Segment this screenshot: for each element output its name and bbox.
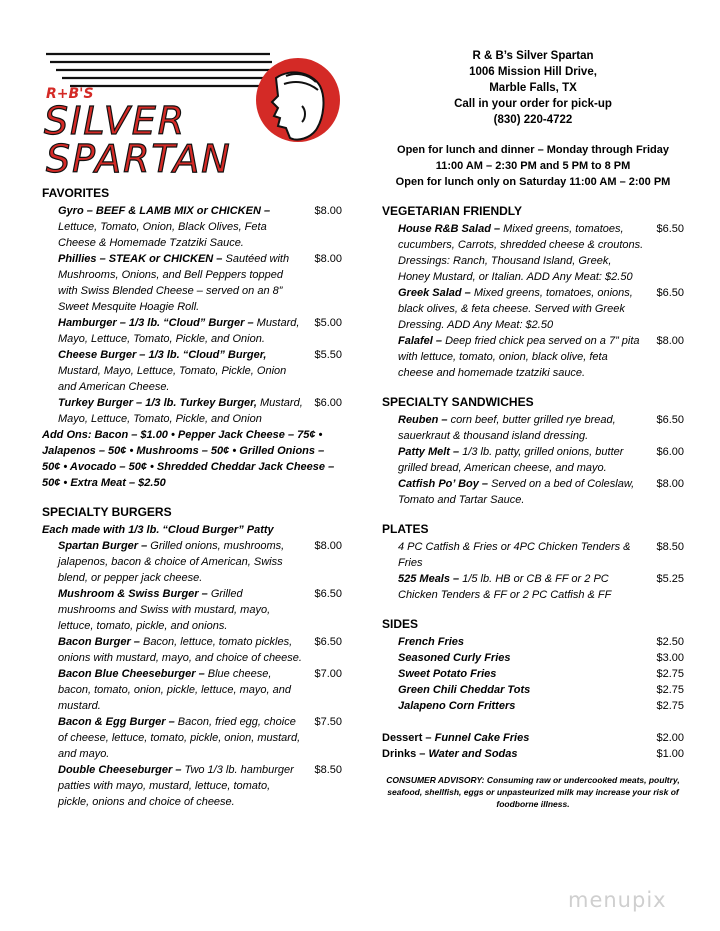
menu-item-description: 1/5 lb. HB or CB & FF or 2 PC Chicken Tenders & FF or 2 PC Catfish & FF bbox=[398, 573, 612, 601]
menu-item-desc bbox=[42, 395, 303, 427]
menu-item-description: Mixed greens, tomatoes, cucumbers, Carrots, shredded cheese & croutons. Dressings: Ranch, Thousand Island, Greek, Honey Mustard, or Italian. ADD Any Meat: $2.50 bbox=[398, 223, 644, 283]
menu-item-desc bbox=[382, 444, 644, 476]
menu-item-price: $8.00 bbox=[314, 253, 342, 265]
dessert-label: Dessert – bbox=[382, 732, 435, 744]
menu-item-desc bbox=[382, 333, 644, 381]
logo-line2: SPARTAN bbox=[46, 137, 232, 181]
favorites-list bbox=[42, 203, 342, 427]
menu-item-price: $8.00 bbox=[314, 205, 342, 217]
header-line: Marble Falls, TX bbox=[489, 82, 577, 94]
section-title-sides: SIDES bbox=[382, 617, 419, 631]
menu-item-name: Mushroom & Swiss Burger – bbox=[58, 588, 208, 600]
sides-list bbox=[382, 634, 684, 714]
burgers-list bbox=[42, 538, 342, 810]
menu-item-description: Deep fried chick pea served on a 7” pita with lettuce, tomato, onion, black olive, feta cheese and homemade tzatziki sauce. bbox=[398, 335, 640, 379]
menu-item-name: Double Cheeseburger – bbox=[58, 764, 182, 776]
header-line: (830) 220-4722 bbox=[493, 114, 573, 126]
menu-item-desc bbox=[382, 571, 644, 603]
menu-item-description: Mustard, Mayo, Lettuce, Tomato, Pickle, Onion and American Cheese. bbox=[58, 365, 287, 393]
menu-item bbox=[42, 634, 342, 666]
menu-item-desc bbox=[42, 666, 303, 714]
menu-item bbox=[42, 315, 342, 347]
menu-item-name: 525 Meals – bbox=[398, 573, 460, 585]
header-line: R & B’s Silver Spartan bbox=[472, 50, 594, 62]
menu-item bbox=[42, 347, 342, 395]
dessert-price: $2.00 bbox=[656, 732, 684, 744]
menu-item-description: 1/3 lb. patty, grilled onions, butter grilled bread, American cheese, and mayo. bbox=[398, 446, 624, 474]
restaurant-logo bbox=[40, 38, 345, 188]
side-item-price: $3.00 bbox=[656, 652, 684, 664]
menu-item-name: Bacon & Egg Burger – bbox=[58, 716, 175, 728]
menu-item-price: $6.50 bbox=[656, 414, 684, 426]
menu-item-desc bbox=[42, 714, 303, 762]
menu-item-description: 4 PC Catfish & Fries or 4PC Chicken Tenders & Fries bbox=[398, 541, 631, 569]
side-item bbox=[398, 698, 684, 714]
menu-item-price: $7.50 bbox=[314, 716, 342, 728]
menu-item-price: $7.00 bbox=[314, 668, 342, 680]
section-title-burgers: SPECIALTY BURGERS bbox=[42, 505, 172, 519]
menu-item bbox=[42, 762, 342, 810]
menu-item bbox=[382, 571, 684, 603]
menu-item bbox=[42, 251, 342, 315]
hours-block bbox=[382, 142, 684, 190]
add-ons-text: Add Ons: Bacon – $1.00 • Pepper Jack Cheese – 75¢ • Jalapenos – 50¢ • Mushrooms – 50¢ • Grilled Onions – 50¢ • Avocado – 50¢ • Shredded Cheddar Jack Cheese – 50¢ • Extra Meat – $2.50 bbox=[42, 429, 335, 489]
menu-item-name: Bacon Blue Cheeseburger – bbox=[58, 668, 205, 680]
side-item bbox=[398, 634, 684, 650]
section-title-vegetarian: VEGETARIAN FRIENDLY bbox=[382, 204, 523, 218]
consumer-advisory: CONSUMER ADVISORY: Consuming raw or undercooked meats, poultry, seafood, shellfish, eggs or unpasteurized milk may increase your risk of foodborne illness. bbox=[386, 775, 680, 809]
side-item-name: Sweet Potato Fries bbox=[398, 668, 497, 680]
menu-item-price: $5.50 bbox=[314, 349, 342, 361]
menu-item-description: Grilled onions, mushrooms, jalapenos, bacon & choice of American, Swiss blend, or pepper jack cheese. bbox=[58, 540, 285, 584]
side-item-name: Green Chili Cheddar Tots bbox=[398, 684, 531, 696]
menu-item-desc bbox=[42, 538, 303, 586]
side-item-name: French Fries bbox=[398, 636, 465, 648]
drinks-name: Water and Sodas bbox=[428, 748, 518, 760]
sandwiches-list bbox=[382, 412, 684, 508]
left-column bbox=[42, 186, 342, 810]
menu-item-name: Greek Salad – bbox=[398, 287, 471, 299]
menu-item-description: Bacon, fried egg, choice of cheese, lettuce, tomato, pickle, onion, mustard, and mayo. bbox=[58, 716, 301, 760]
menu-item-name: Phillies – STEAK or CHICKEN – bbox=[58, 253, 223, 265]
side-item-name: Seasoned Curly Fries bbox=[398, 652, 511, 664]
side-item-price: $2.75 bbox=[656, 684, 684, 696]
burgers-subtitle: Each made with 1/3 lb. “Cloud Burger” Patty bbox=[42, 524, 274, 536]
hours-line: 11:00 AM – 2:30 PM and 5 PM to 8 PM bbox=[435, 160, 631, 172]
menu-item-name: Patty Melt – bbox=[398, 446, 460, 458]
right-column bbox=[382, 48, 684, 810]
menu-item-price: $5.25 bbox=[656, 573, 684, 585]
menu-item-name: Spartan Burger – bbox=[58, 540, 148, 552]
drinks-row bbox=[382, 746, 684, 762]
menu-item bbox=[382, 444, 684, 476]
menu-item-desc bbox=[42, 762, 303, 810]
menu-item bbox=[382, 333, 684, 381]
menu-item-name: Falafel – bbox=[398, 335, 443, 347]
section-title-favorites: FAVORITES bbox=[42, 186, 110, 200]
drinks-price: $1.00 bbox=[656, 748, 684, 760]
dessert-name: Funnel Cake Fries bbox=[434, 732, 530, 744]
hours-line: Open for lunch and dinner – Monday through Friday bbox=[397, 144, 669, 156]
side-item-price: $2.75 bbox=[656, 700, 684, 712]
menu-item-price: $8.50 bbox=[656, 541, 684, 553]
menu-item bbox=[42, 538, 342, 586]
menu-item-description: Grilled mushrooms and Swiss with mustard, mayo, lettuce, tomato, pickle, and onions. bbox=[58, 588, 271, 632]
menu-item-price: $6.50 bbox=[314, 588, 342, 600]
menu-item-price: $6.00 bbox=[656, 446, 684, 458]
menu-item-desc bbox=[42, 586, 303, 634]
menu-item bbox=[382, 476, 684, 508]
menu-item bbox=[42, 666, 342, 714]
menu-item-description: Sautéed with Mushrooms, Onions, and Bell Peppers topped with Swiss Blended Cheese – served on an 8” Sweet Mesquite Hoagie Roll. bbox=[58, 253, 290, 313]
menu-item-description: Served on a bed of Coleslaw, Tomato and Tartar Sauce. bbox=[398, 478, 635, 506]
menu-item-price: $8.50 bbox=[314, 764, 342, 776]
menu-item-desc bbox=[42, 251, 303, 315]
menu-item-description: Mustard, Mayo, Lettuce, Tomato, Pickle, and Onion bbox=[58, 397, 303, 425]
menu-item-desc bbox=[42, 347, 303, 395]
menu-item-description: corn beef, butter grilled rye bread, sauerkraut & thousand island dressing. bbox=[398, 414, 616, 442]
header-line: 1006 Mission Hill Drive, bbox=[469, 66, 597, 78]
wing-stripes bbox=[46, 54, 278, 86]
side-item-name: Jalapeno Corn Fritters bbox=[398, 700, 516, 712]
menu-item-desc bbox=[382, 412, 644, 444]
menu-item-name: Catfish Po’ Boy – bbox=[398, 478, 489, 490]
menu-item-description: Two 1/3 lb. hamburger patties with mayo, mustard, lettuce, tomato, pickle, onions and choice of cheese. bbox=[58, 764, 294, 808]
menu-item-name: Gyro – BEEF & LAMB MIX or CHICKEN – bbox=[58, 205, 271, 217]
menu-item-price: $8.00 bbox=[656, 335, 684, 347]
menu-item-desc bbox=[382, 285, 644, 333]
side-item bbox=[398, 682, 684, 698]
menu-item-description: Mixed greens, tomatoes, onions, black olives, & feta cheese. Served with Greek Dressing. ADD Any Meat: $2.50 bbox=[398, 287, 633, 331]
menu-item-name: Reuben – bbox=[398, 414, 448, 426]
menu-item bbox=[382, 412, 684, 444]
restaurant-header bbox=[382, 48, 684, 128]
menu-item bbox=[382, 221, 684, 285]
logo-small-text: R+B'S bbox=[46, 86, 94, 102]
menu-item-name: Hamburger – 1/3 lb. “Cloud” Burger – bbox=[58, 317, 254, 329]
menu-item-price: $8.00 bbox=[656, 478, 684, 490]
menu-item-price: $6.50 bbox=[314, 636, 342, 648]
side-item-price: $2.75 bbox=[656, 668, 684, 680]
menu-item-desc bbox=[42, 315, 303, 347]
plates-list bbox=[382, 539, 684, 603]
menu-item-price: $8.00 bbox=[314, 540, 342, 552]
section-title-plates: PLATES bbox=[382, 522, 429, 536]
logo-line1: SILVER bbox=[44, 99, 187, 143]
menu-item bbox=[382, 539, 684, 571]
menu-item-name: House R&B Salad – bbox=[398, 223, 501, 235]
side-item bbox=[398, 650, 684, 666]
menu-item-desc bbox=[382, 221, 644, 285]
menu-item-description: Lettuce, Tomato, Onion, Black Olives, Feta Cheese & Homemade Tzatziki Sauce. bbox=[58, 221, 267, 249]
menu-item-desc bbox=[42, 203, 303, 251]
drinks-label: Drinks – bbox=[382, 748, 429, 760]
menu-item-desc bbox=[42, 634, 303, 666]
hours-line: Open for lunch only on Saturday 11:00 AM – 2:00 PM bbox=[395, 176, 671, 188]
menu-item-price: $6.50 bbox=[656, 287, 684, 299]
menu-item bbox=[42, 203, 342, 251]
vegetarian-list bbox=[382, 221, 684, 381]
side-item-price: $2.50 bbox=[656, 636, 684, 648]
menu-item bbox=[42, 714, 342, 762]
menu-item-name: Bacon Burger – bbox=[58, 636, 140, 648]
menu-item bbox=[42, 395, 342, 427]
watermark-text: menupix bbox=[568, 888, 667, 912]
section-title-sandwiches: SPECIALTY SANDWICHES bbox=[382, 395, 534, 409]
side-item bbox=[398, 666, 684, 682]
menu-item bbox=[42, 586, 342, 634]
menu-item bbox=[382, 285, 684, 333]
menu-item-name: Turkey Burger – 1/3 lb. Turkey Burger, bbox=[58, 397, 257, 409]
menu-item-description: Blue cheese, bacon, tomato, onion, pickle, lettuce, mayo, and mustard. bbox=[58, 668, 291, 712]
menu-item-price: $6.00 bbox=[314, 397, 342, 409]
dessert-row bbox=[382, 730, 684, 746]
menu-item-desc bbox=[382, 539, 644, 571]
menu-item-name: Cheese Burger – 1/3 lb. “Cloud” Burger, bbox=[58, 349, 267, 361]
menu-item-desc bbox=[382, 476, 644, 508]
header-line: Call in your order for pick-up bbox=[454, 98, 612, 110]
menu-item-price: $5.00 bbox=[314, 317, 342, 329]
menu-item-description: Bacon, lettuce, tomato pickles, onions with mustard, mayo, and choice of cheese. bbox=[58, 636, 302, 664]
menu-item-description: Mustard, Mayo, Lettuce, Tomato, Pickle, and Onion. bbox=[58, 317, 300, 345]
menu-item-price: $6.50 bbox=[656, 223, 684, 235]
